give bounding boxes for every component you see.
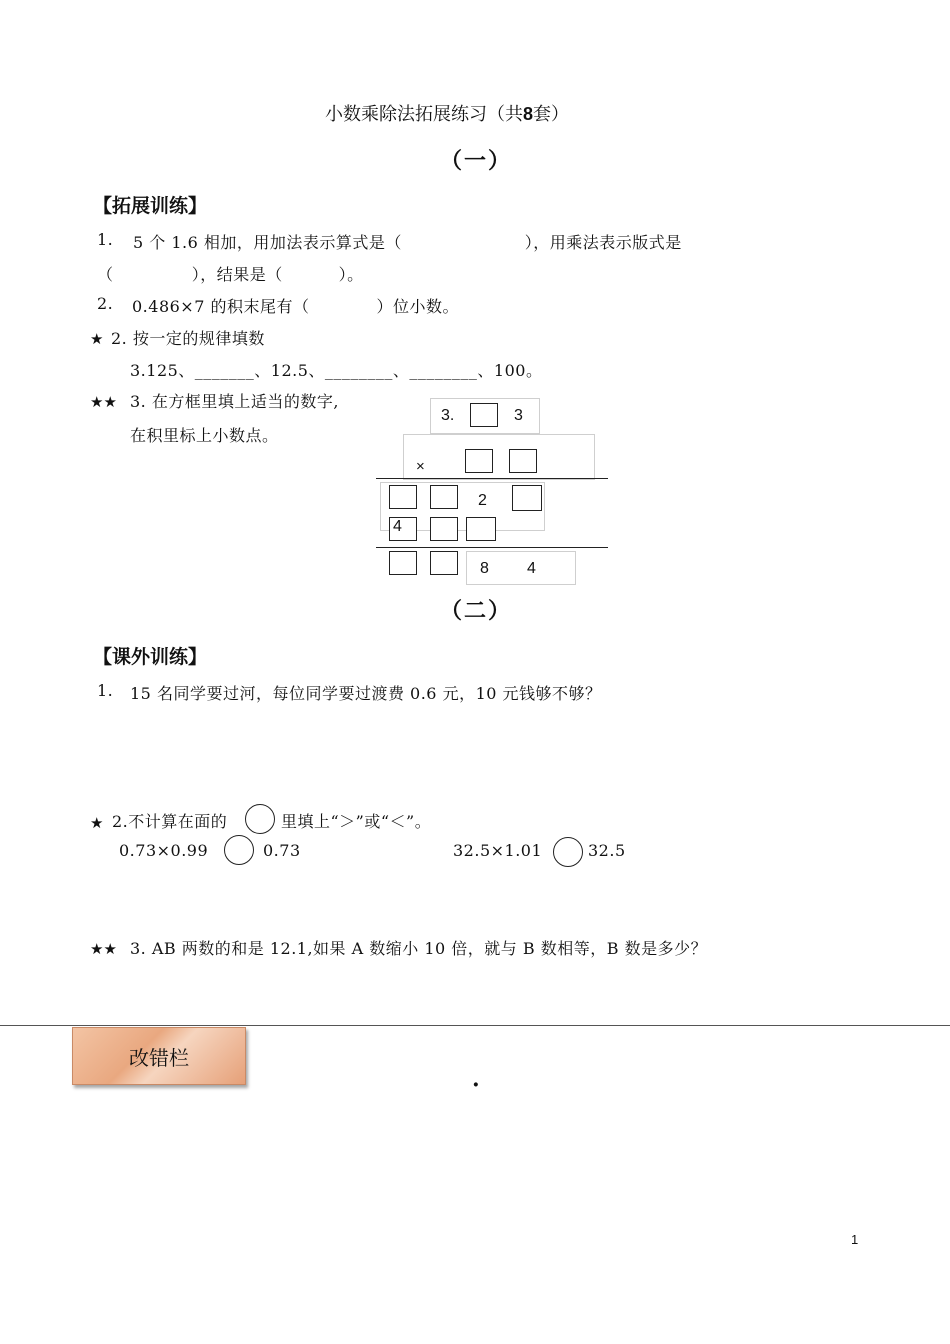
- e2-right-compare-circle[interactable]: [553, 837, 583, 867]
- q1-line1: 5 个 1.6 相加，用加法表示算式是（ ），用乘法表示版式是: [133, 233, 682, 252]
- center-dot: ·: [472, 1072, 480, 1098]
- puzzle-digit-2: 2: [478, 492, 487, 509]
- e2-right-value: 32.5: [588, 841, 626, 860]
- title-main: 小数乘除法拓展练习（共: [325, 104, 523, 125]
- puzzle-frame-middle: [403, 434, 595, 480]
- e2-circle-example: [245, 804, 275, 834]
- puzzle-box-9[interactable]: [466, 517, 496, 541]
- page-number: 1: [851, 1232, 859, 1247]
- puzzle-digit-3-point: 3.: [441, 407, 455, 424]
- puzzle-box-2[interactable]: [465, 449, 493, 473]
- puzzle-digit-4-row5: 4: [527, 560, 536, 577]
- e2-left-value: 0.73: [263, 841, 301, 860]
- q1-number: 1.: [97, 230, 114, 249]
- puzzle-box-11[interactable]: [430, 551, 458, 575]
- page-divider: [0, 1025, 950, 1026]
- puzzle-box-5[interactable]: [430, 485, 458, 509]
- e2-text-b: 里填上“＞”或“＜”。: [281, 812, 432, 831]
- q4-text-line2: 在积里标上小数点。: [130, 426, 279, 445]
- section-extension-training: 【拓展训练】: [93, 195, 208, 217]
- correction-label-text: 改错栏: [129, 1045, 189, 1070]
- part-two-heading: （二）: [440, 599, 513, 624]
- puzzle-digit-8: 8: [480, 560, 489, 577]
- e1-text: 15 名同学要过河，每位同学要过渡费 0.6 元，10 元钱够不够？: [130, 684, 602, 703]
- q4-stars: ★★: [90, 393, 117, 411]
- q4-text-line1: 3. 在方框里填上适当的数字,: [130, 392, 339, 411]
- page-title: [325, 100, 569, 126]
- puzzle-box-6[interactable]: [512, 485, 542, 511]
- q2-text: 0.486×7 的积末尾有（ ）位小数。: [132, 297, 460, 316]
- e1-number: 1.: [97, 681, 114, 700]
- title-count: 8: [523, 104, 534, 124]
- e3-text: 3. AB 两数的和是 12.1,如果 A 数缩小 10 倍，就与 B 数相等，B 数是多少？: [130, 939, 708, 958]
- q1-line2: （ ），结果是（ ）。: [97, 265, 364, 284]
- puzzle-times-sign: ×: [416, 458, 425, 475]
- q3-sequence: 3.125、_______、12.5、________、________、100。: [130, 361, 543, 380]
- puzzle-line-1: [376, 478, 608, 479]
- puzzle-digit-4-row4: 4: [393, 518, 402, 535]
- correction-column-label: [72, 1027, 246, 1085]
- q3-star: ★: [90, 330, 104, 348]
- puzzle-box-1[interactable]: [470, 403, 498, 427]
- q2-number: 2.: [97, 294, 114, 313]
- e2-star: ★: [90, 814, 104, 832]
- e2-right-expression: 32.5×1.01: [453, 841, 543, 860]
- q3-text: 2. 按一定的规律填数: [111, 329, 265, 348]
- title-end: 套）: [533, 104, 570, 125]
- puzzle-digit-3: 3: [514, 407, 523, 424]
- puzzle-line-2: [376, 547, 608, 548]
- e2-text-a: 2.不计算在面的: [112, 812, 228, 831]
- puzzle-box-8[interactable]: [430, 517, 458, 541]
- puzzle-box-3[interactable]: [509, 449, 537, 473]
- puzzle-box-10[interactable]: [389, 551, 417, 575]
- e2-left-compare-circle[interactable]: [224, 835, 254, 865]
- part-one-heading: （一）: [440, 149, 513, 174]
- e3-stars: ★★: [90, 940, 117, 958]
- puzzle-box-4[interactable]: [389, 485, 417, 509]
- section-extracurricular-training: 【课外训练】: [93, 646, 208, 668]
- e2-left-expression: 0.73×0.99: [119, 841, 209, 860]
